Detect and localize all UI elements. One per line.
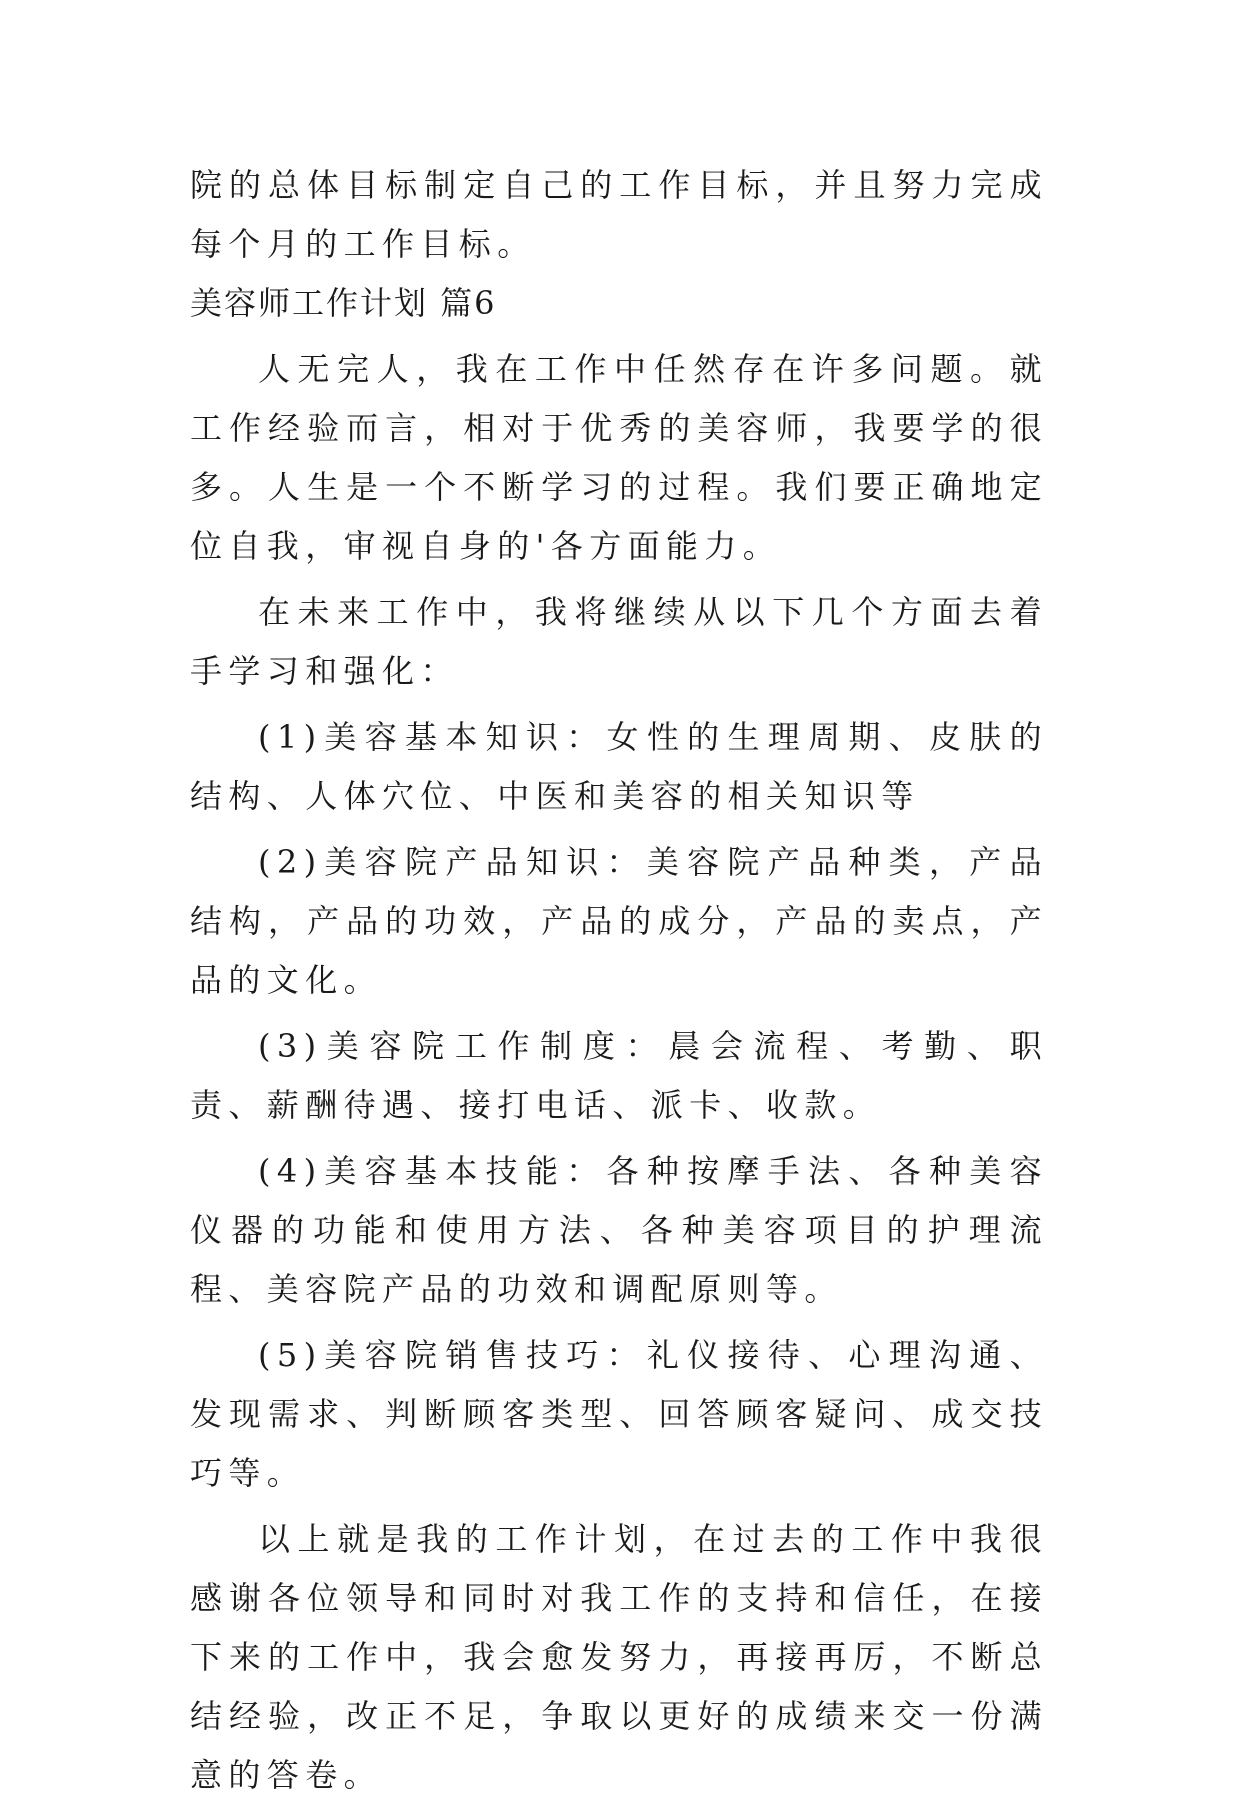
document-body	[190, 156, 1048, 1805]
list-item: (3)美容院工作制度：晨会流程、考勤、职责、薪酬待遇、接打电话、派卡、收款。	[190, 1027, 1048, 1124]
paragraph: 人无完人，我在工作中任然存在许多问题。就工作经验而言，相对于优秀的美容师，我要学的很多。人生是一个不断学习的过程。我们要正确地定位自我，审视自身的'各方面能力。	[190, 350, 1048, 565]
list-item: (1)美容基本知识：女性的生理周期、皮肤的结构、人体穴位、中医和美容的相关知识等	[190, 718, 1048, 815]
paragraph: 在未来工作中，我将继续从以下几个方面去着手学习和强化：	[190, 593, 1048, 690]
paragraph-continued: 院的总体目标制定自己的工作目标，并且努力完成每个月的工作目标。	[190, 166, 1048, 263]
list-item: (4)美容基本技能：各种按摩手法、各种美容仪器的功能和使用方法、各种美容项目的护理流程、美容院产品的功效和调配原则等。	[190, 1152, 1048, 1308]
list-item: (2)美容院产品知识：美容院产品种类，产品结构，产品的功效，产品的成分，产品的卖点，产品的文化。	[190, 843, 1048, 999]
list-item: (5)美容院销售技巧：礼仪接待、心理沟通、发现需求、判断顾客类型、回答顾客疑问、成交技巧等。	[190, 1336, 1048, 1492]
paragraph: 以上就是我的工作计划，在过去的工作中我很感谢各位领导和同时对我工作的支持和信任，在接下来的工作中，我会愈发努力，再接再厉，不断总结经验，改正不足，争取以更好的成绩来交一份满意的答卷。	[190, 1520, 1048, 1794]
section-heading: 美容师工作计划 篇6	[190, 284, 497, 322]
